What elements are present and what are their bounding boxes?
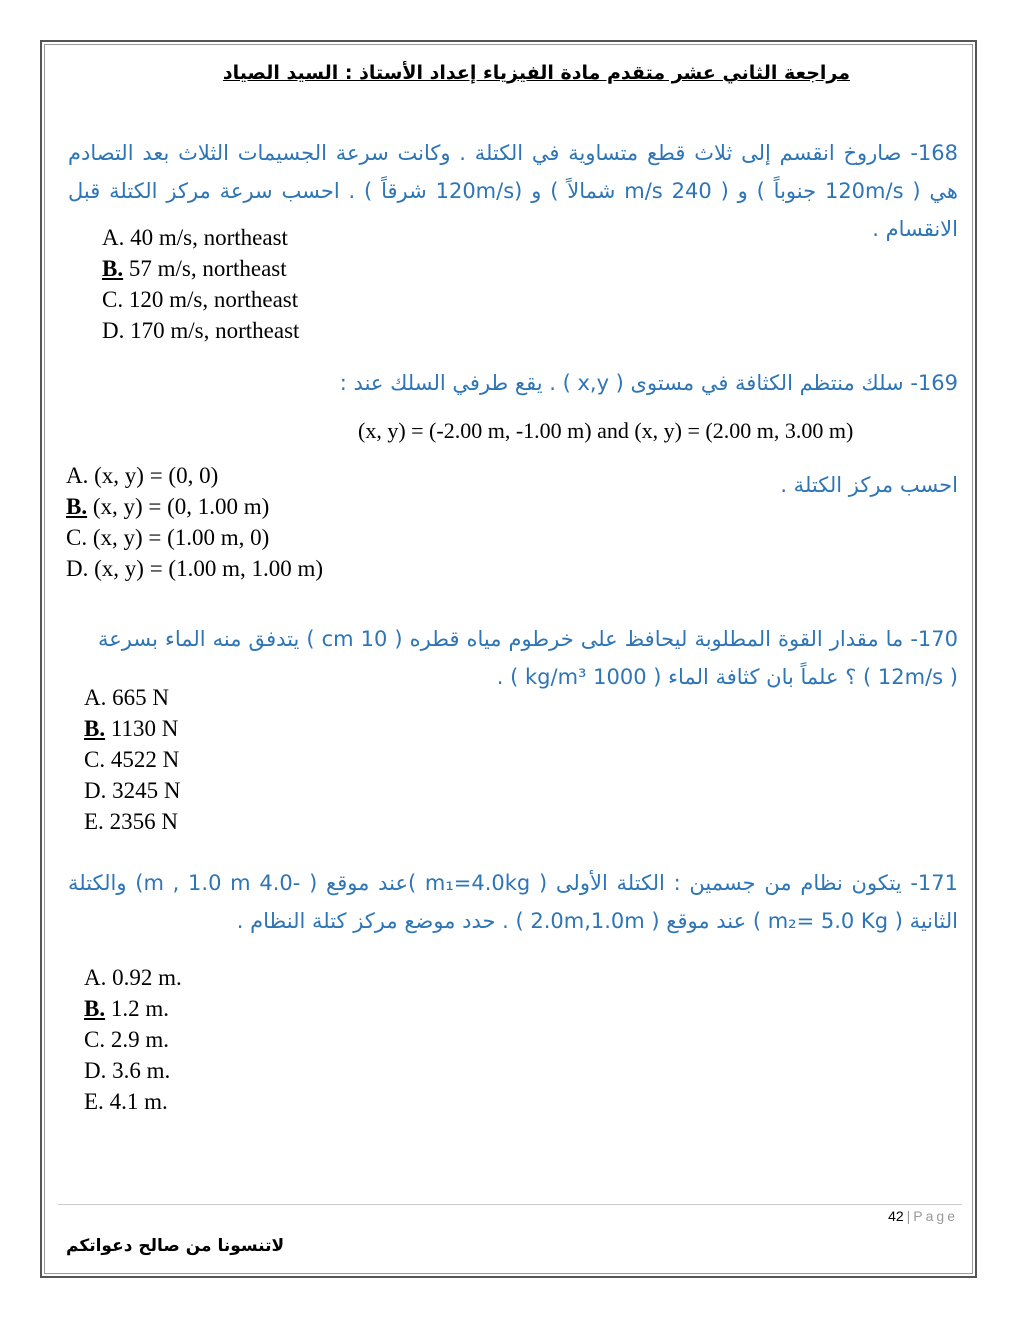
options-168 (102, 222, 299, 346)
option[interactable]: D. (x, y) = (1.00 m, 1.00 m) (66, 556, 324, 581)
option[interactable]: C. 120 m/s, northeast (102, 287, 299, 312)
option[interactable]: E. 2356 N (84, 809, 178, 834)
options-170 (84, 682, 181, 837)
question-170 (98, 620, 958, 696)
question-text: ما مقدار القوة المطلوبة ليحافظ على خرطوم مياه قطره ( 10 cm ) يتدفق منه الماء بسرعة ( 12m/s ) ؟ علماً بان كثافة الماء ( 1000 kg/m³ ) . (98, 627, 958, 689)
option[interactable]: A. (x, y) = (0, 0) (66, 463, 219, 488)
option[interactable]: D. 170 m/s, northeast (102, 318, 300, 343)
question-text: سلك منتظم الكثافة في مستوى ( x,y ) . يقع طرفي السلك عند : (339, 371, 904, 395)
option[interactable]: E. 4.1 m. (84, 1089, 168, 1114)
option[interactable]: B. 57 m/s, northeast (102, 256, 287, 281)
question-number: 170- (910, 627, 958, 651)
page-number: 42 | Page (888, 1208, 958, 1224)
question-text: صاروخ انقسم إلى ثلاث قطع متساوية في الكتلة . وكانت سرعة الجسيمات الثلاث بعد التصادم هي ( 120m/s جنوباً ) و ( 240 m/s شمالاً ) و (120m/s شرقاً ) . احسب سرعة مركز الكتلة قبل الانقسام . (68, 141, 959, 241)
option[interactable]: A. 40 m/s, northeast (102, 225, 288, 250)
option[interactable]: A. 0.92 m. (84, 965, 182, 990)
footer-divider (58, 1204, 962, 1205)
option[interactable]: C. (x, y) = (1.00 m, 0) (66, 525, 270, 550)
option[interactable]: C. 4522 N (84, 747, 180, 772)
options-169 (66, 460, 323, 584)
option[interactable]: B. 1130 N (84, 716, 179, 741)
option[interactable]: C. 2.9 m. (84, 1027, 169, 1052)
option[interactable]: D. 3245 N (84, 778, 181, 803)
question-text: يتكون نظام من جسمين : الكتلة الأولى ( m₁=4.0kg )عند موقع ( -4.0 m , 1.0 m) والكتلة الثانية ( m₂= 5.0 Kg ) عند موقع ( 2.0m,1.0m ) . حدد موضع مركز كتلة النظام . (68, 871, 958, 933)
option[interactable]: A. 665 N (84, 685, 169, 710)
question-171 (68, 864, 958, 940)
page-title: مراجعة الثاني عشر متقدم مادة الفيزياء إعداد الأستاذ : السيد الصياد (222, 62, 850, 84)
question-number: 169- (910, 371, 958, 395)
question-169-prompt: احسب مركز الكتلة . (780, 473, 958, 497)
question-169 (68, 364, 958, 402)
question-number: 168- (910, 141, 958, 165)
footer-slogan: لاتنسونا من صالح دعواتكم (66, 1236, 285, 1256)
endpoint-formula: (x, y) = (-2.00 m, -1.00 m) and (x, y) = (2.00 m, 3.00 m) (358, 418, 854, 443)
options-171 (84, 962, 182, 1117)
option[interactable]: B. (x, y) = (0, 1.00 m) (66, 494, 270, 519)
question-number: 171- (910, 871, 958, 895)
option[interactable]: D. 3.6 m. (84, 1058, 171, 1083)
option[interactable]: B. 1.2 m. (84, 996, 169, 1021)
